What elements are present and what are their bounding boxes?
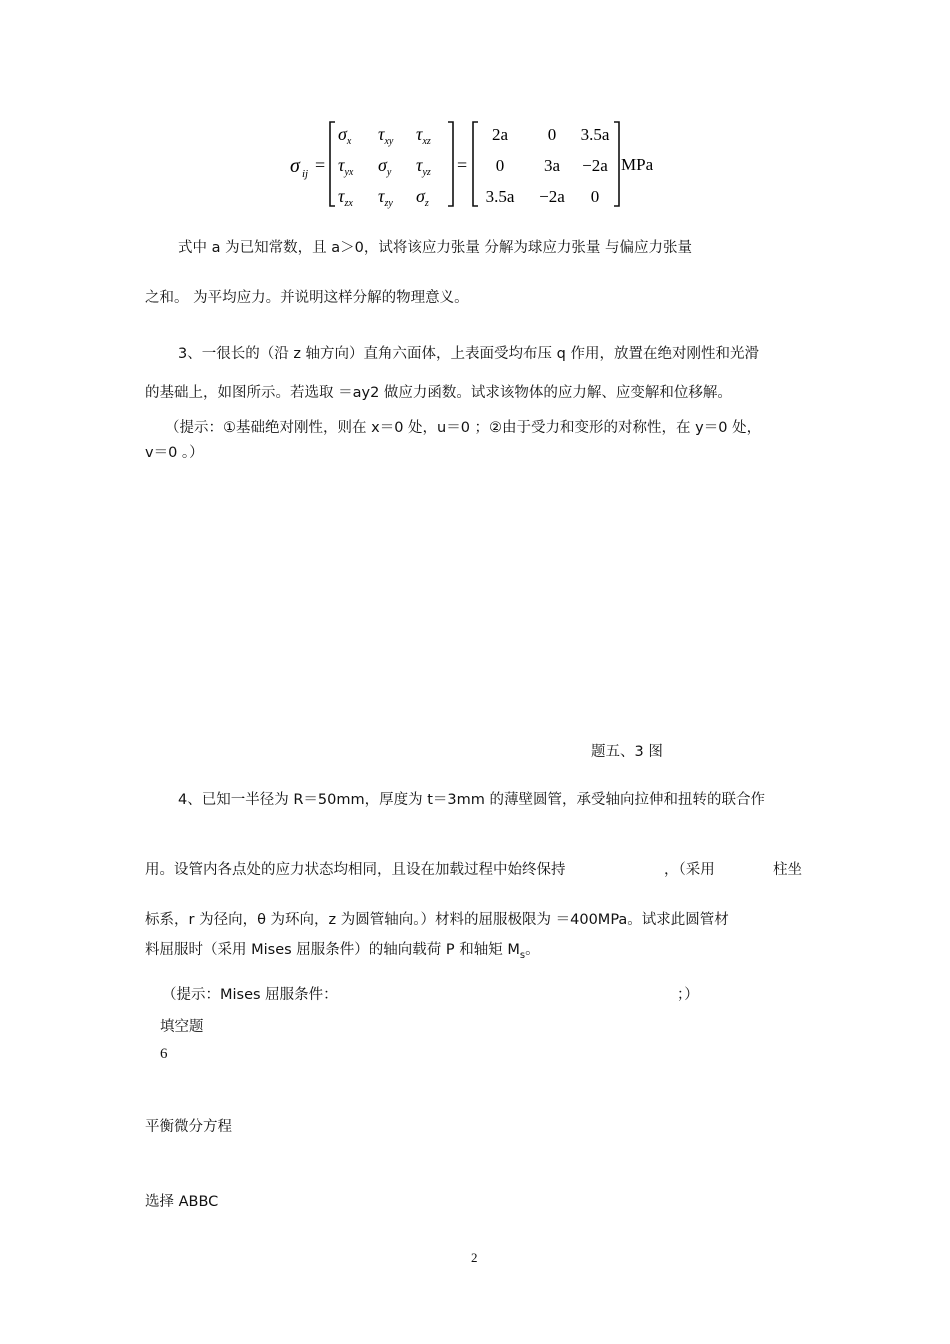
figure-caption: 题五、3 图 — [591, 744, 663, 760]
fill-in-answer: 6 — [160, 1046, 168, 1062]
matrix1-cell-1-0: $\tau_{yx}$ — [338, 155, 354, 178]
p1-line1: 式中 a 为已知常数，且 a＞0，试将该应力张量 分解为球应力张量 与偏应力张量 — [178, 240, 693, 256]
fill-in-heading: 填空题 — [160, 1019, 204, 1035]
q4-line4-subscript: s — [519, 949, 526, 961]
matrix2-cell-0-1: 0 — [547, 125, 557, 144]
q4-line3: 标系，r 为径向，θ 为环向，z 为圆管轴向。）材料的屈服极限为 ＝400MPa。试求此圆管材 — [145, 912, 729, 928]
q3-line2: 的基础上，如图所示。若选取 ＝ay2 做应力函数。试求该物体的应力解、应变解和位移解。 — [145, 385, 732, 401]
q4-line4-text: 料屈服时（采用 Mises 屈服条件）的轴向载荷 P 和轴矩 M — [145, 942, 520, 958]
matrix2-cell-0-0: 2a — [491, 125, 509, 144]
q3-line1: 3、一很长的（沿 z 轴方向）直角六面体，上表面受均布压 q 作用，放置在绝对刚性和光滑 — [178, 346, 759, 362]
q3-hint-line1: （提示：①基础绝对刚性，则在 x＝0 处，u＝0 ；②由于受力和变形的对称性，在 y＝0 处， — [165, 420, 762, 436]
page-number: 2 — [471, 1250, 478, 1265]
matrix2-cell-1-2: −2a — [582, 156, 608, 175]
q4-line1: 4、已知一半径为 R＝50mm，厚度为 t＝3mm 的薄壁圆管，承受轴向拉伸和扭转的联合作 — [178, 792, 765, 808]
matrix2-cell-1-0: 0 — [495, 156, 505, 175]
q3-hint-line2: v＝0 。） — [145, 445, 204, 461]
q4-hint-b: ；） — [677, 987, 699, 1003]
q4-hint-a: （提示：Mises 屈服条件： — [162, 987, 338, 1003]
matrix1-left-bracket — [330, 122, 335, 206]
matrix1-cell-1-2: $\tau_{yz}$ — [416, 155, 431, 178]
matrix2 — [486, 125, 610, 206]
q4-line2a: 用。设管内各点处的应力状态均相同，且设在加载过程中始终保持 — [145, 862, 566, 878]
q4-line4-end: 。 — [525, 942, 540, 958]
matrix2-left-bracket — [473, 122, 478, 206]
equals-sign-2: = — [457, 155, 468, 175]
matrix1 — [338, 124, 431, 209]
balance-equation-text: 平衡微分方程 — [145, 1119, 232, 1135]
matrix1-right-bracket — [448, 122, 453, 206]
p1-line2: 之和。 为平均应力。并说明这样分解的物理意义。 — [145, 290, 469, 306]
matrix1-cell-0-1: $\tau_{xy}$ — [378, 124, 394, 147]
lhs-subscript: ij — [302, 168, 309, 180]
unit-mpa: MPa — [621, 155, 654, 174]
stress-tensor-equation — [290, 118, 670, 213]
matrix1-cell-1-1: $\sigma_y$ — [378, 155, 392, 178]
q4-line2b: ，（采用 — [664, 862, 715, 878]
matrix2-cell-2-0: 3.5a — [485, 187, 515, 206]
matrix1-cell-2-1: $\tau_{zy}$ — [378, 186, 393, 209]
matrix2-cell-2-2: 0 — [590, 187, 600, 206]
matrix2-cell-1-1: 3a — [543, 156, 561, 175]
equals-sign-1: = — [315, 155, 326, 175]
matrix1-cell-2-0: $\tau_{zx}$ — [338, 186, 353, 209]
matrix2-right-bracket — [614, 122, 619, 206]
choice-answers: 选择 ABBC — [145, 1194, 219, 1210]
q4-line2c: 柱坐 — [773, 862, 802, 878]
matrix1-cell-0-2: $\tau_{xz}$ — [416, 124, 431, 147]
q4-line4 — [145, 940, 540, 966]
matrix1-cell-2-2: $\sigma_z$ — [416, 186, 429, 209]
matrix1-cell-0-0: $\sigma_x$ — [338, 124, 352, 147]
lhs-sigma: σ — [290, 155, 300, 177]
matrix2-cell-2-1: −2a — [539, 187, 565, 206]
matrix2-cell-0-2: 3.5a — [580, 125, 610, 144]
